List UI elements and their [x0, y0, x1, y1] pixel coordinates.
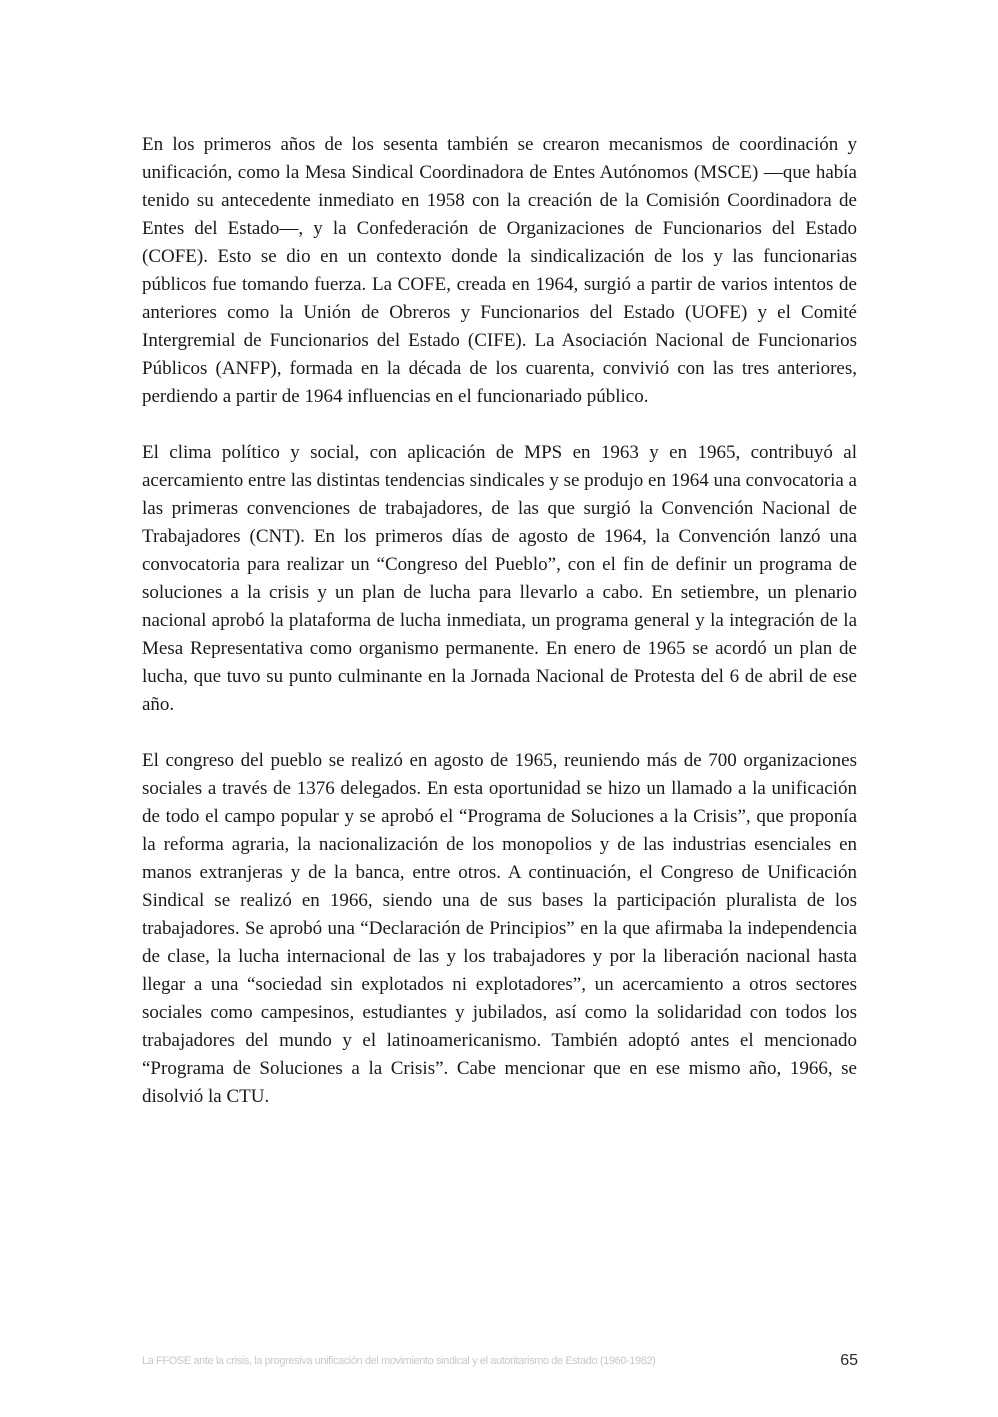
- body-text: [142, 131, 857, 1139]
- page-number: 65: [840, 1352, 858, 1369]
- running-title: La FFOSE ante la crisis, la progresiva unificación del movimiento sindical y el autoritarismo de Estado (1960-1982): [142, 1355, 656, 1367]
- page-footer: [142, 1352, 858, 1376]
- paragraph-3: El congreso del pueblo se realizó en agosto de 1965, reuniendo más de 700 organizaciones sociales a través de 1376 delegados. En esta oportunidad se hizo un llamado a la unificación de todo el campo popular y se aprobó el “Programa de Soluciones a la Crisis”, que proponía la reforma agraria, la nacionalización de los monopolios y de las industrias esenciales en manos extranjeras y de la banca, entre otros. A continuación, el Congreso de Unificación Sindical se realizó en 1966, siendo una de sus bases la participación pluralista de los trabajadores. Se aprobó una “Declaración de Principios” en la que afirmaba la independencia de clase, la lucha internacional de las y los trabajadores y por la liberación nacional hasta llegar a una “sociedad sin explotados ni explotadores”, un acercamiento a otros sectores sociales como campesinos, estudiantes y jubilados, así como la solidaridad con todos los trabajadores del mundo y el latinoamericanismo. También adoptó antes el mencionado “Programa de Soluciones a la Crisis”. Cabe mencionar que en ese mismo año, 1966, se disolvió la CTU.: [142, 750, 857, 1107]
- paragraph-1: En los primeros años de los sesenta también se crearon mecanismos de coordinación y unificación, como la Mesa Sindical Coordinadora de Entes Autónomos (MSCE) —que había tenido su antecedente inmediato en 1958 con la creación de la Comisión Coordinadora de Entes del Estado—, y la Confederación de Organizaciones de Funcionarios del Estado (COFE). Esto se dio en un contexto donde la sindicalización de los y las funcionarias públicos fue tomando fuerza. La COFE, creada en 1964, surgió a partir de varios intentos de anteriores como la Unión de Obreros y Funcionarios del Estado (UOFE) y el Comité Intergremial de Funcionarios del Estado (CIFE). La Asociación Nacional de Funcionarios Públicos (ANFP), formada en la década de los cuarenta, convivió con las tres anteriores, perdiendo a partir de 1964 influencias en el funcionariado público.: [142, 134, 857, 407]
- paragraph-2: El clima político y social, con aplicación de MPS en 1963 y en 1965, contribuyó al acercamiento entre las distintas tendencias sindicales y se produjo en 1964 una convocatoria a las primeras convenciones de trabajadores, de las que surgió la Convención Nacional de Trabajadores (CNT). En los primeros días de agosto de 1964, la Convención lanzó una convocatoria para realizar un “Congreso del Pueblo”, con el fin de definir un programa de soluciones a la crisis y un plan de lucha para llevarlo a cabo. En setiembre, un plenario nacional aprobó la plataforma de lucha inmediata, un programa general y la integración de la Mesa Representativa como organismo permanente. En enero de 1965 se acordó un plan de lucha, que tuvo su punto culminante en la Jornada Nacional de Protesta del 6 de abril de ese año.: [142, 442, 857, 715]
